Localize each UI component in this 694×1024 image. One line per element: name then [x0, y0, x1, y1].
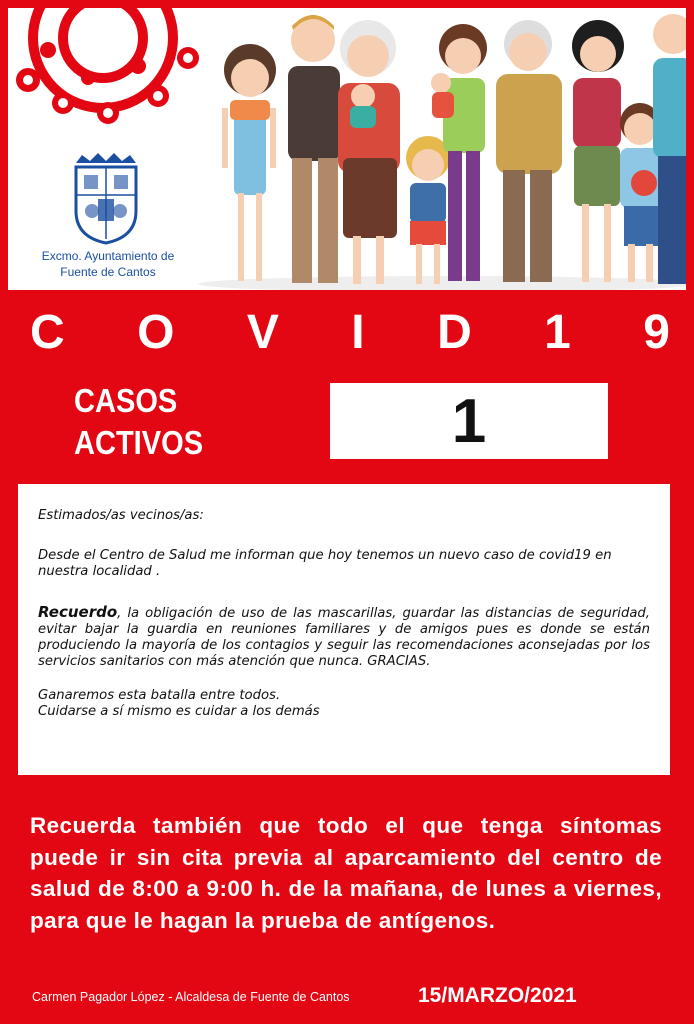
title-letter: 1	[544, 305, 571, 359]
header-banner	[8, 8, 686, 290]
announcement-date: 15/MARZO/2021	[418, 984, 577, 1007]
title-letter: V	[246, 305, 279, 359]
council-line-1: Excmo. Ayuntamiento de	[41, 249, 175, 263]
title-letter: C	[30, 305, 65, 359]
reminder-text: , la obligación de uso de las mascarillas, guardar las distancias de seguridad, evitar bajar la guardia en reuniones familiares y de amigos pues es donde se están produciendo la mayoría de los contagios y seguir las recomendaciones aconsejadas por los servicios sanitarios con más atención que nunca. GRACIAS.	[38, 606, 650, 669]
person-girl-left	[222, 44, 276, 281]
letter-greeting: Estimados/as vecinos/as:	[38, 508, 204, 523]
covid-title	[30, 300, 670, 364]
person-grandfather	[496, 20, 562, 282]
title-letter: 9	[643, 305, 670, 359]
title-letter: D	[437, 305, 472, 359]
council-line-2: Fuente de Cantos	[60, 265, 156, 279]
title-letter: O	[137, 305, 175, 359]
person-aunt	[572, 20, 624, 282]
person-father	[288, 15, 340, 283]
mayor-signature: Carmen Pagador López - Alcaldesa de Fuente de Cantos	[32, 990, 350, 1004]
letter-closing-2: Cuidarse a sí mismo es cuidar a los demás	[38, 704, 320, 719]
person-grandmother	[338, 20, 400, 284]
testing-notice: Recuerda también que todo el que tenga síntomas puede ir sin cita previa al aparcamiento del centro de salud de 8:00 a 9:00 h. de la mañana, de lunes a viernes, para que le hagan la prueba de antígenos.	[30, 813, 662, 933]
person-girl-center	[406, 136, 450, 284]
active-cases-line-2: ACTIVOS	[74, 424, 204, 461]
letter-info: Desde el Centro de Salud me informan que hoy tenemos un nuevo caso de covid19 en nuestra localidad .	[38, 548, 612, 579]
council-name	[28, 248, 188, 280]
coat-of-arms-icon	[68, 153, 144, 245]
active-cases-count: 1	[330, 383, 608, 459]
active-cases-label	[74, 380, 203, 464]
announcement-letter	[18, 484, 670, 775]
active-cases-line-1: CASOS	[74, 382, 178, 419]
title-letter: I	[351, 305, 365, 359]
letter-closing-1: Ganaremos esta batalla entre todos.	[38, 688, 281, 703]
letter-reminder	[38, 604, 650, 670]
reminder-bold: Recuerdo	[38, 603, 118, 621]
